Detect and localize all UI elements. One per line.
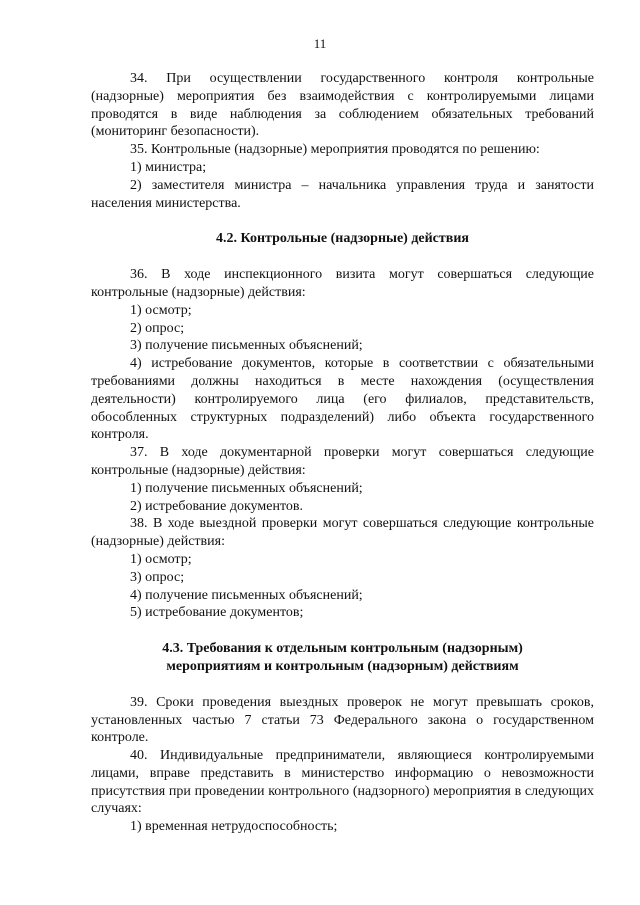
paragraph-36: 36. В ходе инспекционного визита могут совершаться следующие контрольные (надзорные) действия: xyxy=(91,267,594,300)
section-heading-line: мероприятиям и контрольным (надзорным) действиям xyxy=(166,658,519,674)
list-item: 1) осмотр; xyxy=(130,551,192,567)
section-heading-4-2: 4.2. Контрольные (надзорные) действия xyxy=(216,231,469,247)
paragraph-39: 39. Сроки проведения выездных проверок не могут превышать сроков, установленных частью 7 статьи 73 Федерального закона о государственном контроле. xyxy=(91,694,594,746)
list-item: 3) опрос; xyxy=(130,569,185,585)
paragraph-40: 40. Индивидуальные предприниматели, являющиеся контролируемыми лицами, вправе представить в министерство информацию о невозможности присутствия при проведении контрольного (надзорного) мероприятия в следующих случаях: xyxy=(91,748,594,817)
page-number: 11 xyxy=(313,36,327,51)
list-item: 1) получение письменных объяснений; xyxy=(130,480,363,496)
list-item: 1) временная нетрудоспособность; xyxy=(130,819,338,835)
section-heading-line: 4.3. Требования к отдельным контрольным (надзорным) xyxy=(162,641,523,657)
list-item: 2) истребование документов. xyxy=(130,498,303,514)
paragraph-37: 37. В ходе документарной проверки могут совершаться следующие контрольные (надзорные) действия: xyxy=(91,445,594,478)
list-item: 1) министра; xyxy=(130,159,207,175)
list-item: 4) истребование документов, которые в соответствии с обязательными требованиями должны находиться в месте нахождения (осуществления деятельности) контролируемого лица (его филиалов, представительств, обособленных структурных подразделений) либо объекта государственного контроля. xyxy=(91,356,594,443)
paragraph-35: 35. Контрольные (надзорные) мероприятия проводятся по решению: xyxy=(130,142,540,158)
paragraph-34: 34. При осуществлении государственного контроля контрольные (надзорные) мероприятия без взаимодействия с контролируемыми лицами проводятся в виде наблюдения за соблюдением обязательных требований (мониторинг безопасности). xyxy=(91,71,594,140)
list-item: 1) осмотр; xyxy=(130,302,192,318)
document-body xyxy=(91,70,594,836)
list-item: 4) получение письменных объяснений; xyxy=(130,587,363,603)
paragraph-38: 38. В ходе выездной проверки могут совершаться следующие контрольные (надзорные) действия: xyxy=(91,516,594,550)
list-item: 3) получение письменных объяснений; xyxy=(130,338,363,354)
list-item: 2) опрос; xyxy=(130,320,185,336)
list-item: 5) истребование документов; xyxy=(130,605,304,621)
section-heading-4-3 xyxy=(91,640,594,676)
list-item: 2) заместителя министра – начальника управления труда и занятости населения министерства. xyxy=(91,177,594,211)
